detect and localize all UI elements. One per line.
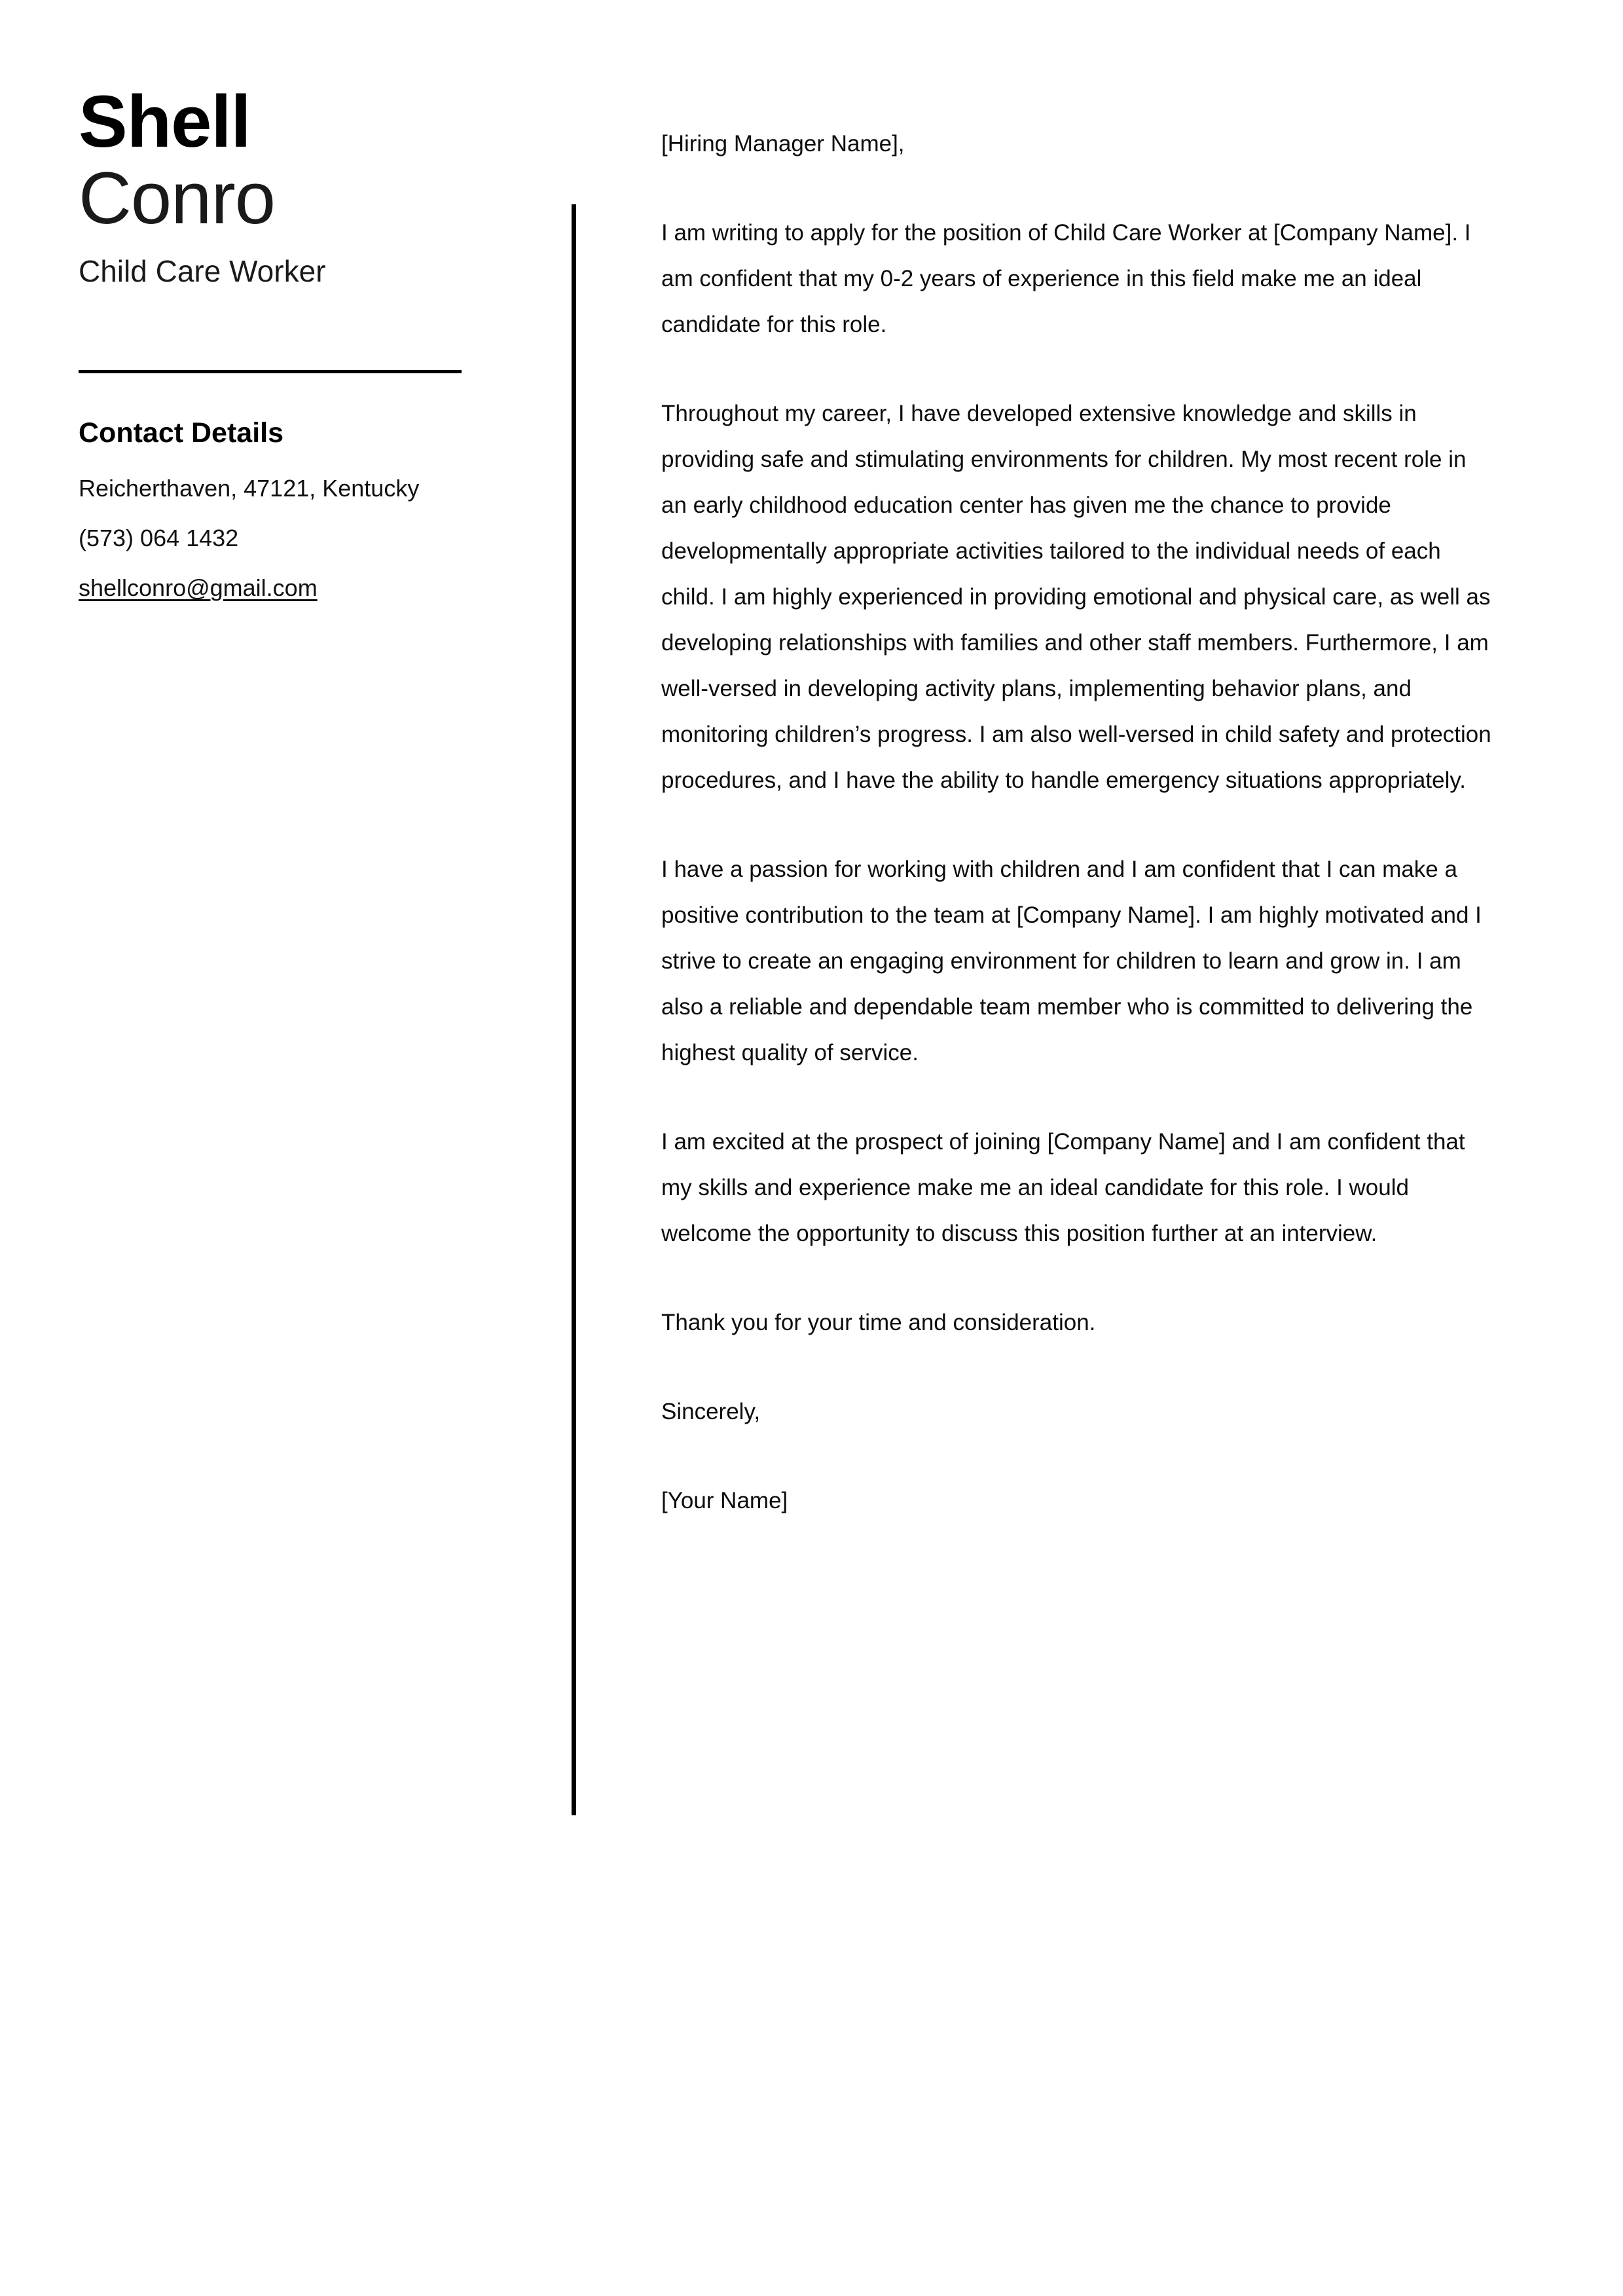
sidebar bbox=[79, 81, 498, 601]
letter-paragraph-3: I have a passion for working with children and I am confident that I can make a positive contribution to the team at [Company Name]. I am highly motivated and I strive to create an engaging environment for children to learn and grow in. I am also a reliable and dependable team member who is committed to delivering the highest quality of service. bbox=[661, 857, 1482, 1065]
letter-body bbox=[661, 121, 1493, 1524]
letter-paragraph-1: I am writing to apply for the position of Child Care Worker at [Company Name]. I am confident that my 0-2 years of experience in this field make me an ideal candidate for this role. bbox=[661, 220, 1471, 337]
letter-paragraph-2: Throughout my career, I have developed extensive knowledge and skills in providing safe and stimulating environments for children. My most recent role in an early childhood education center has given me the chance to provide developmentally appropriate activities tailored to the individual needs of each child. I am highly experienced in providing emotional and physical care, as well as developing relationships with families and other staff members. Furthermore, I am well-versed in developing activity plans, implementing behavior plans, and monitoring children’s progress. I am also well-versed in child safety and protection procedures, and I have the ability to handle emergency situations appropriately. bbox=[661, 401, 1491, 793]
letter-salutation: [Hiring Manager Name], bbox=[661, 131, 905, 157]
candidate-first-name: Shell bbox=[79, 81, 251, 162]
letter-thanks: Thank you for your time and consideration. bbox=[661, 1310, 1096, 1335]
column-divider-rule bbox=[572, 204, 576, 1815]
contact-address: Reicherthaven, 47121, Kentucky bbox=[79, 475, 420, 502]
letter-signature: [Your Name] bbox=[661, 1488, 788, 1513]
header-divider-rule bbox=[79, 370, 462, 373]
letter-closing: Sincerely, bbox=[661, 1399, 761, 1424]
candidate-name bbox=[79, 81, 498, 239]
letter-paragraph-4: I am excited at the prospect of joining [Company Name] and I am confident that my skills and experience make me an ideal candidate for this role. I would welcome the opportunity to discuss this position further at an interview. bbox=[661, 1129, 1465, 1246]
contact-details-heading: Contact Details bbox=[79, 417, 284, 449]
candidate-job-title: Child Care Worker bbox=[79, 254, 326, 288]
candidate-last-name: Conro bbox=[79, 157, 276, 239]
contact-phone: (573) 064 1432 bbox=[79, 525, 239, 551]
contact-email-link[interactable]: shellconro@gmail.com bbox=[79, 574, 318, 601]
contact-details-list bbox=[79, 472, 445, 605]
